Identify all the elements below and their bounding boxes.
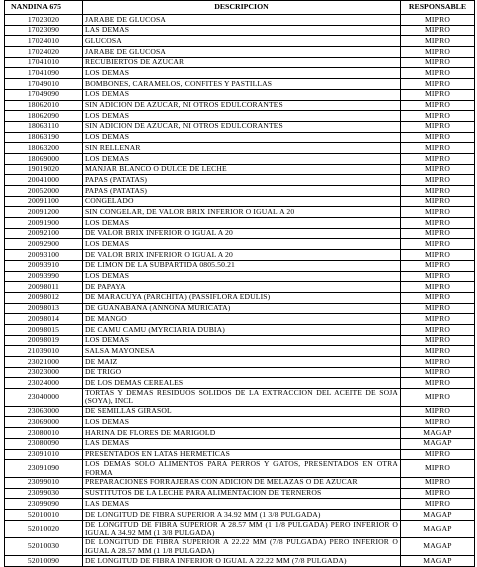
responsible-cell: MIPRO	[401, 346, 475, 357]
description-cell: HARINA DE FLORES DE MARIGOLD	[83, 428, 401, 439]
code-cell: 20093990	[5, 271, 83, 282]
code-cell: 17023090	[5, 25, 83, 36]
code-cell: 52010090	[5, 556, 83, 567]
table-row	[5, 314, 475, 325]
description-cell: LAS DEMAS	[83, 499, 401, 510]
description-cell: DE LONGITUD DE FIBRA SUPERIOR A 34.92 MM (1 3/8 PULGADA)	[83, 509, 401, 520]
responsible-cell: MIPRO	[401, 406, 475, 417]
description-cell: DE VALOR BRIX INFERIOR O IGUAL A 20	[83, 250, 401, 261]
code-cell: 20093100	[5, 250, 83, 261]
responsible-cell: MAGAP	[401, 428, 475, 439]
code-cell: 20098014	[5, 314, 83, 325]
table-row	[5, 132, 475, 143]
description-cell: DE LONGITUD DE FIBRA SUPERIOR A 22.22 MM (7/8 PULGADA) PERO INFERIOR O IGUAL A 28.57 MM (1 1/8 PULGADA)	[83, 538, 401, 556]
description-cell: DE LONGITUD DE FIBRA SUPERIOR A 28.57 MM (1 1/8 PULGADA) PERO INFERIOR O IGUAL A 34.92 MM (1 3/8 PULGADA)	[83, 520, 401, 538]
responsible-cell: MIPRO	[401, 175, 475, 186]
code-cell: 18063190	[5, 132, 83, 143]
responsible-cell: MIPRO	[401, 68, 475, 79]
table-row	[5, 15, 475, 26]
description-cell: DE PAPAYA	[83, 282, 401, 293]
description-cell: LOS DEMAS SOLO ALIMENTOS PARA PERROS Y GATOS, PRESENTADOS EN OTRA FORMA	[83, 460, 401, 478]
table-row	[5, 378, 475, 389]
description-cell: SIN ADICION DE AZUCAR, NI OTROS EDULCORANTES	[83, 121, 401, 132]
responsible-cell: MIPRO	[401, 271, 475, 282]
table-row	[5, 292, 475, 303]
table-row	[5, 164, 475, 175]
code-cell: 52010020	[5, 520, 83, 538]
table-row	[5, 438, 475, 449]
code-cell: 20091100	[5, 196, 83, 207]
description-cell: SIN CONGELAR, DE VALOR BRIX INFERIOR O IGUAL A 20	[83, 207, 401, 218]
description-cell: DE LOS DEMAS CEREALES	[83, 378, 401, 389]
responsible-cell: MIPRO	[401, 57, 475, 68]
description-cell: SUSTITUTOS DE LA LECHE PARA ALIMENTACION DE TERNEROS	[83, 488, 401, 499]
description-cell: TORTAS Y DEMAS RESIDUOS SOLIDOS DE LA EXTRACCION DEL ACEITE DE SOJA (SOYA), INCL	[83, 389, 401, 407]
table-row	[5, 460, 475, 478]
description-cell: DE LONGITUD DE FIBRA INFERIOR O IGUAL A 22.22 MM (7/8 PULGADA)	[83, 556, 401, 567]
responsible-cell: MIPRO	[401, 260, 475, 271]
code-cell: 23023000	[5, 367, 83, 378]
code-cell: 20092900	[5, 239, 83, 250]
table-row	[5, 556, 475, 567]
code-cell: 17041090	[5, 68, 83, 79]
table-row	[5, 250, 475, 261]
code-cell: 23063000	[5, 406, 83, 417]
responsible-cell: MIPRO	[401, 47, 475, 58]
code-cell: 20052000	[5, 186, 83, 197]
responsible-cell: MIPRO	[401, 324, 475, 335]
table-row	[5, 449, 475, 460]
description-cell: PAPAS (PATATAS)	[83, 175, 401, 186]
responsible-cell: MIPRO	[401, 303, 475, 314]
table-row	[5, 488, 475, 499]
code-cell: 20041000	[5, 175, 83, 186]
code-cell: 23099010	[5, 477, 83, 488]
table-row	[5, 520, 475, 538]
description-cell: LOS DEMAS	[83, 218, 401, 229]
responsible-cell: MIPRO	[401, 36, 475, 47]
description-cell: CONGELADO	[83, 196, 401, 207]
description-cell: JARABE DE GLUCOSA	[83, 15, 401, 26]
description-cell: LOS DEMAS	[83, 132, 401, 143]
responsible-cell: MIPRO	[401, 132, 475, 143]
responsible-cell: MIPRO	[401, 292, 475, 303]
code-cell: 18062010	[5, 100, 83, 111]
code-cell: 17023020	[5, 15, 83, 26]
description-cell: DE MAIZ	[83, 357, 401, 368]
table-row	[5, 153, 475, 164]
table-row	[5, 36, 475, 47]
description-cell: SALSA MAYONESA	[83, 346, 401, 357]
responsible-cell: MIPRO	[401, 314, 475, 325]
code-cell: 23040000	[5, 389, 83, 407]
description-cell: LAS DEMAS	[83, 438, 401, 449]
code-cell: 23099030	[5, 488, 83, 499]
table-row	[5, 175, 475, 186]
description-cell: LOS DEMAS	[83, 111, 401, 122]
table-row	[5, 68, 475, 79]
responsible-cell: MIPRO	[401, 218, 475, 229]
header-nandina: NANDINA 675	[5, 1, 83, 15]
code-cell: 52010030	[5, 538, 83, 556]
responsible-cell: MIPRO	[401, 488, 475, 499]
description-cell: LAS DEMAS	[83, 25, 401, 36]
table-row	[5, 186, 475, 197]
code-cell: 20098012	[5, 292, 83, 303]
description-cell: LOS DEMAS	[83, 68, 401, 79]
table-row	[5, 389, 475, 407]
table-row	[5, 303, 475, 314]
table-body	[5, 15, 475, 567]
description-cell: DE SEMILLAS GIRASOL	[83, 406, 401, 417]
table-row	[5, 47, 475, 58]
description-cell: PRESENTADOS EN LATAS HERMETICAS	[83, 449, 401, 460]
code-cell: 23091010	[5, 449, 83, 460]
code-cell: 18062090	[5, 111, 83, 122]
responsible-cell: MIPRO	[401, 79, 475, 90]
table-row	[5, 111, 475, 122]
description-cell: MANJAR BLANCO O DULCE DE LECHE	[83, 164, 401, 175]
table-row	[5, 89, 475, 100]
code-cell: 21039010	[5, 346, 83, 357]
code-cell: 23099090	[5, 499, 83, 510]
responsible-cell: MIPRO	[401, 389, 475, 407]
code-cell: 17024020	[5, 47, 83, 58]
responsible-cell: MIPRO	[401, 207, 475, 218]
responsible-cell: MIPRO	[401, 89, 475, 100]
responsible-cell: MIPRO	[401, 111, 475, 122]
table-row	[5, 207, 475, 218]
responsible-cell: MIPRO	[401, 378, 475, 389]
table-row	[5, 239, 475, 250]
code-cell: 18069000	[5, 153, 83, 164]
table-row	[5, 367, 475, 378]
description-cell: DE GUANABANA (ANNONA MURICATA)	[83, 303, 401, 314]
table-row	[5, 25, 475, 36]
responsible-cell: MIPRO	[401, 282, 475, 293]
responsible-cell: MAGAP	[401, 520, 475, 538]
table-row	[5, 357, 475, 368]
table-row	[5, 499, 475, 510]
code-cell: 23024000	[5, 378, 83, 389]
description-cell: PAPAS (PATATAS)	[83, 186, 401, 197]
code-cell: 20098011	[5, 282, 83, 293]
code-cell: 20091200	[5, 207, 83, 218]
table-row	[5, 282, 475, 293]
table-row	[5, 57, 475, 68]
code-cell: 20091900	[5, 218, 83, 229]
code-cell: 17049090	[5, 89, 83, 100]
table-row	[5, 100, 475, 111]
responsible-cell: MIPRO	[401, 367, 475, 378]
description-cell: DE MANGO	[83, 314, 401, 325]
table-row	[5, 260, 475, 271]
table-row	[5, 538, 475, 556]
code-cell: 17024010	[5, 36, 83, 47]
description-cell: DE MARACUYA (PARCHITA) (PASSIFLORA EDULIS)	[83, 292, 401, 303]
tariff-table	[4, 0, 475, 567]
responsible-cell: MAGAP	[401, 556, 475, 567]
code-cell: 23021000	[5, 357, 83, 368]
description-cell: LOS DEMAS	[83, 239, 401, 250]
responsible-cell: MIPRO	[401, 499, 475, 510]
description-cell: GLUCOSA	[83, 36, 401, 47]
responsible-cell: MIPRO	[401, 100, 475, 111]
header-responsable: RESPONSABLE	[401, 1, 475, 15]
code-cell: 23080090	[5, 438, 83, 449]
responsible-cell: MIPRO	[401, 449, 475, 460]
description-cell: SIN ADICION DE AZUCAR, NI OTROS EDULCORANTES	[83, 100, 401, 111]
code-cell: 23091090	[5, 460, 83, 478]
table-row	[5, 417, 475, 428]
description-cell: PREPARACIONES FORRAJERAS CON ADICION DE MELAZAS O DE AZUCAR	[83, 477, 401, 488]
description-cell: SIN RELLENAR	[83, 143, 401, 154]
code-cell: 23069000	[5, 417, 83, 428]
table-row	[5, 271, 475, 282]
code-cell: 20098015	[5, 324, 83, 335]
responsible-cell: MIPRO	[401, 250, 475, 261]
table-row	[5, 346, 475, 357]
code-cell: 52010010	[5, 509, 83, 520]
table-row	[5, 218, 475, 229]
code-cell: 20098013	[5, 303, 83, 314]
responsible-cell: MIPRO	[401, 417, 475, 428]
table-row	[5, 509, 475, 520]
description-cell: LOS DEMAS	[83, 271, 401, 282]
responsible-cell: MIPRO	[401, 153, 475, 164]
responsible-cell: MIPRO	[401, 335, 475, 346]
responsible-cell: MIPRO	[401, 164, 475, 175]
table-row	[5, 143, 475, 154]
responsible-cell: MIPRO	[401, 121, 475, 132]
description-cell: LOS DEMAS	[83, 417, 401, 428]
code-cell: 19019020	[5, 164, 83, 175]
description-cell: RECUBIERTOS DE AZUCAR	[83, 57, 401, 68]
code-cell: 17049010	[5, 79, 83, 90]
description-cell: DE VALOR BRIX INFERIOR O IGUAL A 20	[83, 228, 401, 239]
table-row	[5, 324, 475, 335]
responsible-cell: MIPRO	[401, 196, 475, 207]
description-cell: LOS DEMAS	[83, 89, 401, 100]
table-row	[5, 477, 475, 488]
table-row	[5, 196, 475, 207]
responsible-cell: MIPRO	[401, 186, 475, 197]
responsible-cell: MIPRO	[401, 15, 475, 26]
code-cell: 20093910	[5, 260, 83, 271]
responsible-cell: MIPRO	[401, 228, 475, 239]
code-cell: 20092100	[5, 228, 83, 239]
table-row	[5, 79, 475, 90]
responsible-cell: MIPRO	[401, 239, 475, 250]
table-row	[5, 428, 475, 439]
header-row	[5, 1, 475, 15]
responsible-cell: MIPRO	[401, 143, 475, 154]
header-descripcion: DESCRIPCION	[83, 1, 401, 15]
description-cell: DE LIMON DE LA SUBPARTIDA 0805.50.21	[83, 260, 401, 271]
code-cell: 20098019	[5, 335, 83, 346]
responsible-cell: MIPRO	[401, 25, 475, 36]
responsible-cell: MAGAP	[401, 438, 475, 449]
description-cell: DE TRIGO	[83, 367, 401, 378]
code-cell: 17041010	[5, 57, 83, 68]
description-cell: LOS DEMAS	[83, 335, 401, 346]
code-cell: 18063110	[5, 121, 83, 132]
table-row	[5, 335, 475, 346]
table-row	[5, 406, 475, 417]
responsible-cell: MIPRO	[401, 357, 475, 368]
responsible-cell: MAGAP	[401, 509, 475, 520]
responsible-cell: MAGAP	[401, 538, 475, 556]
description-cell: LOS DEMAS	[83, 153, 401, 164]
responsible-cell: MIPRO	[401, 460, 475, 478]
description-cell: JARABE DE GLUCOSA	[83, 47, 401, 58]
description-cell: DE CAMU CAMU (MYRCIARIA DUBIA)	[83, 324, 401, 335]
table-row	[5, 228, 475, 239]
code-cell: 23080010	[5, 428, 83, 439]
responsible-cell: MIPRO	[401, 477, 475, 488]
table-row	[5, 121, 475, 132]
code-cell: 18063200	[5, 143, 83, 154]
description-cell: BOMBONES, CARAMELOS, CONFITES Y PASTILLAS	[83, 79, 401, 90]
